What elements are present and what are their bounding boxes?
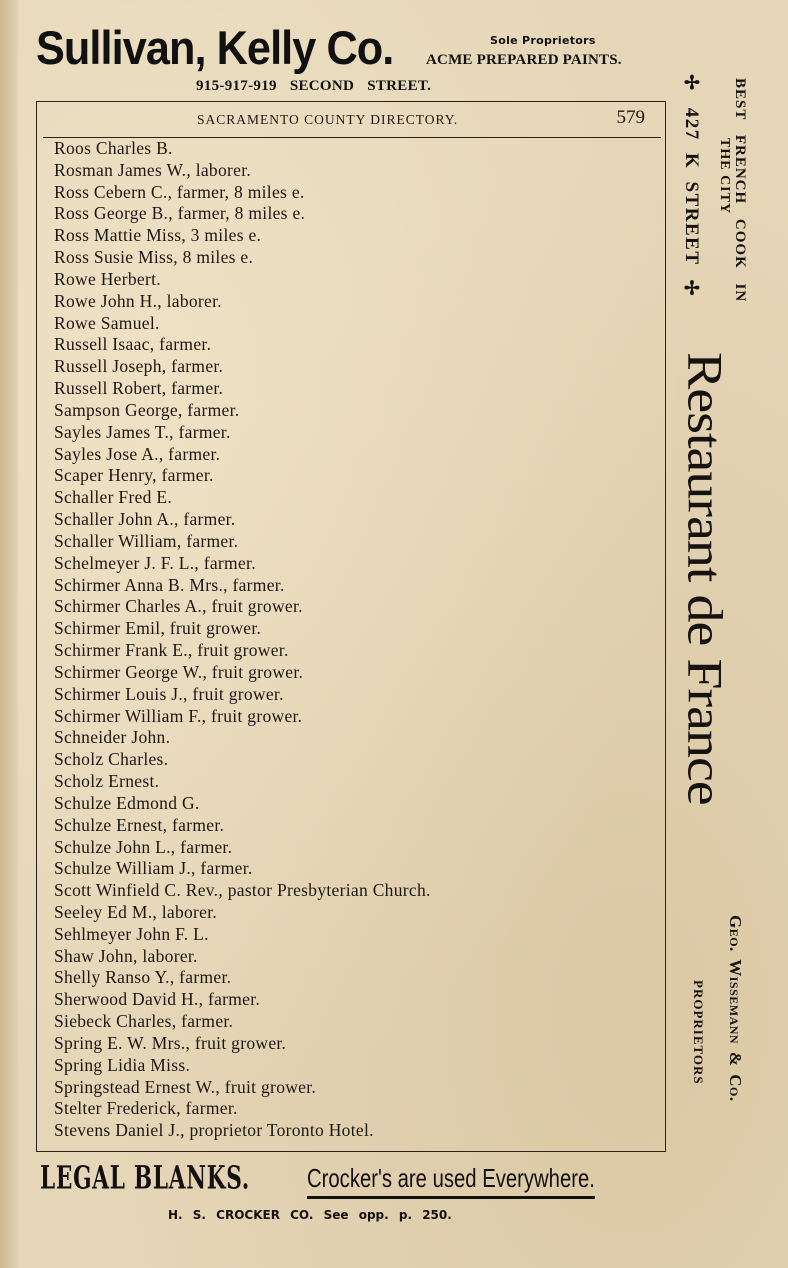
directory-entry: Schaller William, farmer.: [54, 530, 239, 551]
directory-entry: Schirmer George W., fruit grower.: [54, 661, 304, 682]
directory-entry: Rowe Herbert.: [54, 268, 161, 289]
directory-entry: Sehlmeyer John F. L.: [54, 923, 209, 944]
directory-entry: Sayles James T., farmer.: [54, 421, 231, 442]
directory-entry: Scholz Ernest.: [54, 771, 160, 792]
side-ad-restaurant-name: Restaurant de France: [676, 352, 732, 805]
directory-entry: Scaper Henry, farmer.: [54, 465, 214, 486]
directory-entry: Shelly Ranso Y., farmer.: [54, 967, 232, 988]
header-address: 915-917-919 SECOND STREET.: [196, 78, 432, 94]
directory-entry: Siebeck Charles, farmer.: [54, 1011, 234, 1032]
directory-entry: Schelmeyer J. F. L., farmer.: [54, 552, 256, 573]
directory-entry: Scholz Charles.: [54, 749, 169, 770]
directory-entry: Rosman James W., laborer.: [54, 159, 252, 180]
directory-entry: Spring Lidia Miss.: [54, 1054, 191, 1075]
directory-entry: Schirmer Charles A., fruit grower.: [54, 596, 303, 617]
footer-subline: H. S. CROCKER CO. See opp. p. 250.: [168, 1208, 452, 1222]
directory-entry: Schirmer Anna B. Mrs., farmer.: [54, 574, 285, 595]
directory-entry: Schirmer Emil, fruit grower.: [54, 618, 262, 639]
directory-entry: Schaller John A., farmer.: [54, 509, 236, 530]
footer-slogan: Crocker's are used Everywhere.: [307, 1163, 595, 1199]
directory-entry: Russell Joseph, farmer.: [54, 356, 224, 377]
directory-entry: Schulze Edmond G.: [54, 792, 200, 813]
directory-entry: Seeley Ed M., laborer.: [54, 901, 218, 922]
directory-entry: Roos Charles B.: [54, 138, 173, 158]
directory-entry: Ross Mattie Miss, 3 miles e.: [54, 225, 262, 246]
directory-entry: Schirmer Frank E., fruit grower.: [54, 640, 289, 661]
directory-entry: Ross Cebern C., farmer, 8 miles e.: [54, 181, 305, 202]
header-product: ACME PREPARED PAINTS.: [426, 52, 622, 68]
footer-legal-blanks: LEGAL BLANKS.: [40, 1160, 251, 1197]
directory-entry: Sayles Jose A., farmer.: [54, 443, 221, 464]
directory-page-frame: [36, 101, 666, 1152]
directory-entry: Russell Robert, farmer.: [54, 378, 224, 399]
directory-entry: Schirmer William F., fruit grower.: [54, 705, 303, 726]
side-ad-tagline-1: BEST FRENCH COOK IN: [732, 78, 748, 303]
directory-entries: [54, 138, 431, 1142]
side-ad-tagline-2: THE CITY: [717, 138, 732, 215]
directory-entry: Schirmer Louis J., fruit grower.: [54, 683, 284, 704]
directory-entry: Rowe John H., laborer.: [54, 290, 222, 311]
side-ad-owners: Geo. Wissemann & Co.: [726, 915, 745, 1102]
side-ad-address: ✢ 427 K STREET ✢: [681, 72, 702, 301]
directory-entry: Stevens Daniel J., proprietor Toronto Hotel.: [54, 1120, 374, 1141]
directory-entry: Stelter Frederick, farmer.: [54, 1098, 238, 1119]
directory-entry: Ross George B., farmer, 8 miles e.: [54, 203, 306, 224]
running-head: SACRAMENTO COUNTY DIRECTORY.: [197, 112, 459, 127]
directory-entry: Rowe Samuel.: [54, 312, 160, 333]
directory-entry: Schaller Fred E.: [54, 487, 173, 508]
directory-entry: Sampson George, farmer.: [54, 399, 240, 420]
page-spine-edge: [0, 0, 18, 1268]
header-company-name: Sullivan, Kelly Co.: [36, 21, 394, 74]
header-sole-proprietors: Sole Proprietors: [490, 34, 596, 47]
directory-entry: Scott Winfield C. Rev., pastor Presbyterian Church.: [54, 880, 431, 901]
directory-entry: Sherwood David H., farmer.: [54, 989, 261, 1010]
directory-entry: Schulze John L., farmer.: [54, 836, 233, 857]
directory-entry: Spring E. W. Mrs., fruit grower.: [54, 1032, 287, 1053]
directory-entry: Ross Susie Miss, 8 miles e.: [54, 247, 254, 268]
directory-entry: Schulze William J., farmer.: [54, 858, 253, 879]
page-number: 579: [616, 107, 645, 128]
side-ad-owners-role: PROPRIETORS: [691, 980, 706, 1085]
directory-entry: Schulze Ernest, farmer.: [54, 814, 225, 835]
directory-entry: Springstead Ernest W., fruit grower.: [54, 1076, 317, 1097]
directory-entry: Schneider John.: [54, 727, 171, 748]
directory-entry: Shaw John, laborer.: [54, 945, 198, 966]
directory-entry: Russell Isaac, farmer.: [54, 334, 212, 355]
